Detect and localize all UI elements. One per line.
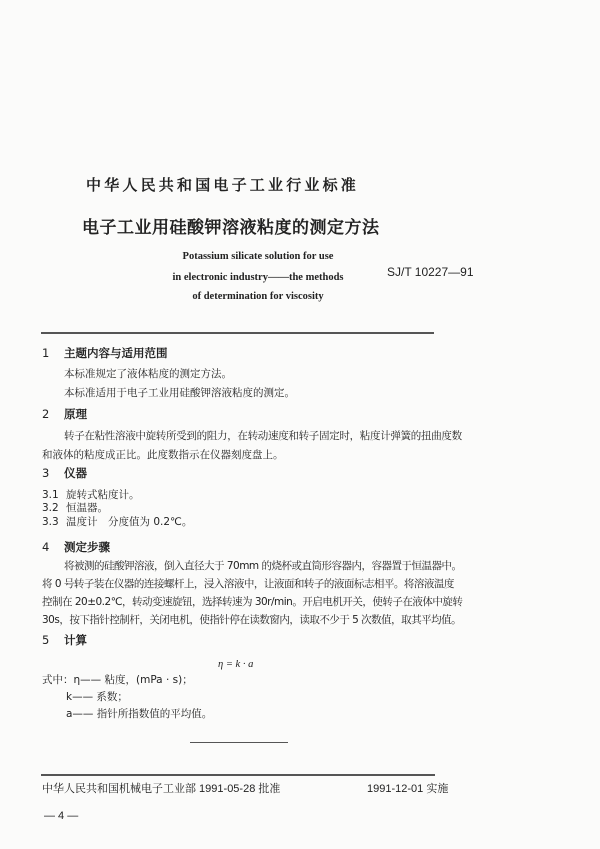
header-divider <box>41 332 434 334</box>
subsection-item <box>42 503 108 514</box>
english-title-line-3: of determination for viscosity <box>192 291 324 302</box>
standard-code: SJ/T 10227—91 <box>387 265 474 279</box>
section-title: 主题内容与适用范围 <box>64 346 168 360</box>
page-number: — 4 — <box>44 810 79 822</box>
item-text: 温度计 分度值为 0.2℃。 <box>66 516 193 528</box>
item-text: 恒温器。 <box>66 502 108 514</box>
paragraph-line: 本标准规定了液体粘度的测定方法。 <box>64 368 232 380</box>
item-number: 3.3 <box>42 516 59 528</box>
footer-divider <box>41 774 435 776</box>
section-1-heading <box>42 348 168 360</box>
section-number: 4 <box>42 540 50 554</box>
standard-category: 中华人民共和国电子工业行业标准 <box>86 176 360 194</box>
section-4-heading <box>42 542 110 554</box>
english-title-line-2: in electronic industry——the methods <box>172 272 344 283</box>
section-number: 5 <box>42 633 50 647</box>
formula: η = k · a <box>218 659 254 670</box>
section-title: 仪器 <box>64 466 87 480</box>
section-title: 计算 <box>64 633 87 647</box>
implementation-date: 1991-12-01 实施 <box>367 783 449 795</box>
section-title: 测定步骤 <box>64 540 110 554</box>
formula-variable: 式中：η—— 粘度，(mPa · s)； <box>42 674 193 686</box>
approval-info: 中华人民共和国机械电子工业部 1991-05-28 批准 <box>42 783 281 795</box>
formula-variable: k—— 系数； <box>66 691 128 703</box>
section-number: 1 <box>42 346 50 360</box>
item-text: 旋转式粘度计。 <box>66 489 140 501</box>
subsection-item <box>42 517 192 528</box>
paragraph-line: 30s，按下指针控制杆，关闭电机，使指针停在读数窗内，读取不少于 5 次数值，取其平均值。 <box>42 614 462 626</box>
section-number: 2 <box>42 407 50 421</box>
section-number: 3 <box>42 466 50 480</box>
section-2-heading <box>42 409 87 421</box>
paragraph-line: 和液体的粘度成正比。此度数指示在仪器刻度盘上。 <box>42 449 284 461</box>
english-title-line-1: Potassium silicate solution for use <box>182 251 334 262</box>
item-number: 3.1 <box>42 489 59 501</box>
end-divider <box>190 742 288 743</box>
section-title: 原理 <box>64 407 87 421</box>
paragraph-line: 将 0 号转子装在仪器的连接螺杆上，浸入溶液中，让液面和转子的液面标志相平。将溶液温度 <box>42 578 454 590</box>
paragraph-line: 控制在 20±0.2℃，转动变速旋钮，选择转速为 30r/min。开启电机开关，使转子在液体中旋转 <box>42 596 463 608</box>
paragraph-line: 将被测的硅酸钾溶液，倒入直径大于 70mm 的烧杯或直筒形容器内，容器置于恒温器中。 <box>64 560 462 572</box>
section-3-heading <box>42 468 87 480</box>
document-title: 电子工业用硅酸钾溶液粘度的测定方法 <box>82 218 380 238</box>
formula-variable: a—— 指针所指数值的平均值。 <box>66 708 213 720</box>
section-5-heading <box>42 635 87 647</box>
subsection-item <box>42 490 140 501</box>
paragraph-line: 本标准适用于电子工业用硅酸钾溶液粘度的测定。 <box>64 387 295 399</box>
item-number: 3.2 <box>42 502 59 514</box>
paragraph-line: 转子在粘性溶液中旋转所受到的阻力，在转动速度和转子固定时，粘度计弹簧的扭曲度数 <box>64 430 462 442</box>
